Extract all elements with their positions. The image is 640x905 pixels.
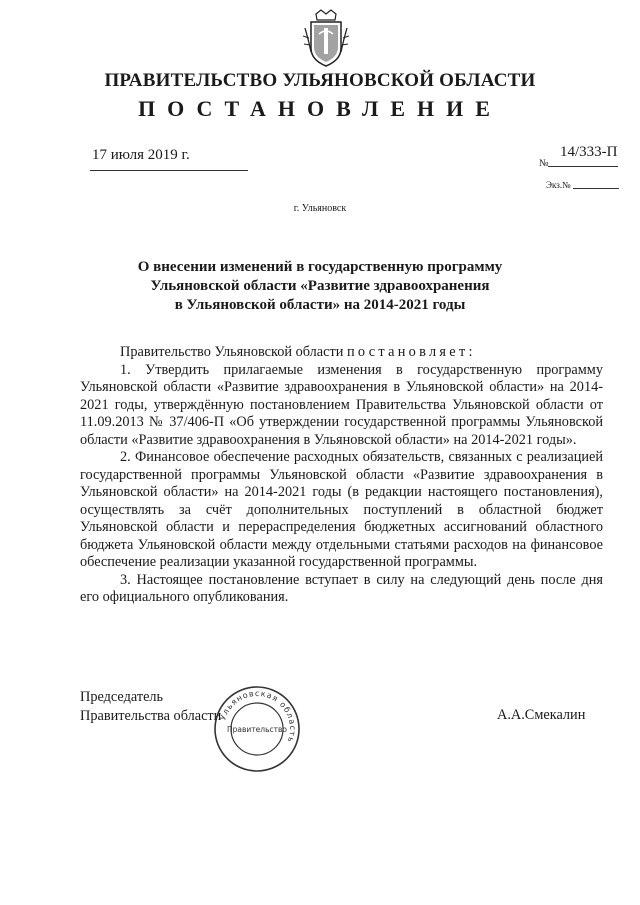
- intro-decree-word: постановляет:: [346, 344, 476, 360]
- city: г. Ульяновск: [293, 203, 347, 214]
- date-underline: [90, 170, 248, 171]
- signer-title-line: Правительства области: [80, 708, 222, 724]
- seal-center-text: Правительство: [227, 725, 287, 734]
- document-date: 17 июля 2019 г.: [92, 147, 190, 163]
- signer-name: А.А.Смекалин: [497, 707, 586, 723]
- body-intro: [80, 344, 603, 362]
- body-item: 2. Финансовое обеспечение расходных обязательств, связанных с реализацией государственной программы Ульяновской области «Развитие здравоохранения в Ульяновской области» на 2014-2021 годы (в редакции настоящего постановления), осуществлять за счёт дополнительных поступлений в областной бюджет Ульяновской области и перераспределения бюджетных ассигнований областного бюджета Ульяновской области между отдельными статьями расходов на финансовое обеспечение реализации указанной государственной программы.: [80, 449, 603, 570]
- body-item: 1. Утвердить прилагаемые изменения в государственную программу Ульяновской области «Развитие здравоохранения в Ульяновской области» на 2014-2021 годы, утверждённую постановлением Правительства Ульяновской области от 11.09.2013 № 37/406-П «Об утверждении государственной программы Ульяновской области «Развитие здравоохранения в Ульяновской области» на 2014-2021 годы».: [80, 361, 603, 448]
- document-number: 14/333-П: [560, 144, 618, 160]
- official-seal: [212, 684, 302, 774]
- copy-number-label: Экз.№: [546, 180, 571, 190]
- copy-number-underline: [573, 188, 619, 189]
- coat-of-arms-icon: [303, 8, 349, 70]
- body-item: 3. Настоящее постановление вступает в силу на следующий день после дня его официального опубликования.: [80, 571, 603, 605]
- seal-ring-text: Ульяновская область: [218, 688, 298, 745]
- number-underline: [548, 166, 618, 167]
- subject-line: О внесении изменений в государственную программу: [137, 259, 503, 275]
- subject-line: Ульяновской области «Развитие здравоохранения: [150, 278, 490, 294]
- government-title: ПРАВИТЕЛЬСТВО УЛЬЯНОВСКОЙ ОБЛАСТИ: [104, 70, 536, 91]
- document-body: [80, 344, 603, 607]
- subject-line: в Ульяновской области» на 2014-2021 годы: [174, 297, 466, 313]
- document-type: ПОСТАНОВЛЕНИЕ: [138, 96, 502, 121]
- number-sign: №: [539, 158, 549, 169]
- intro-text: Правительство Ульяновской области: [120, 344, 347, 360]
- signer-title-line: Председатель: [80, 689, 164, 705]
- signer-title: [80, 688, 221, 726]
- document-subject: [120, 258, 520, 315]
